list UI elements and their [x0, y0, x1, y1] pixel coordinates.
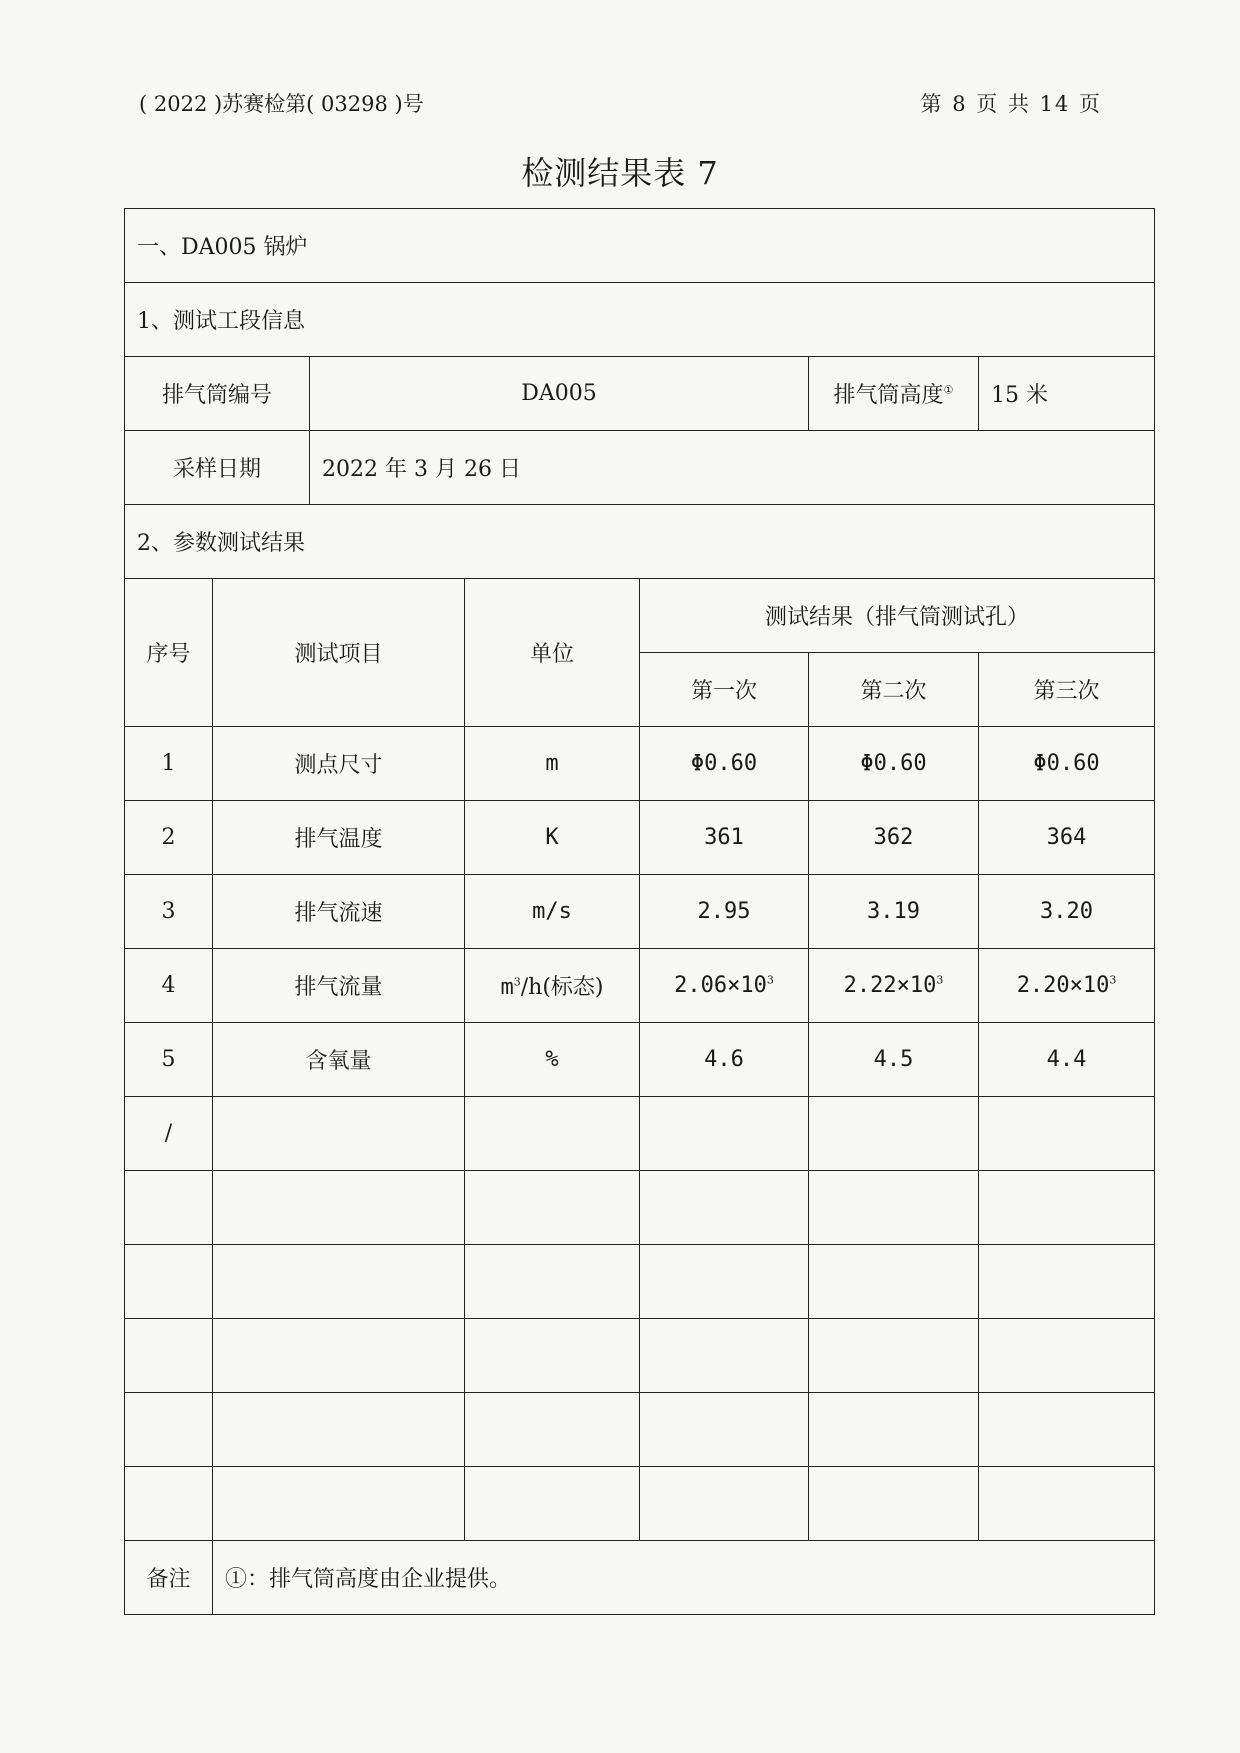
stack-no-value: DA005 — [310, 357, 809, 431]
empty-cell — [213, 1171, 465, 1245]
empty-cell — [213, 1467, 465, 1541]
empty-cell — [809, 1245, 979, 1319]
table-row — [125, 801, 1155, 875]
empty-cell — [465, 1393, 640, 1467]
empty-row — [125, 1245, 1155, 1319]
page-info: 第 8 页 共 14 页 — [920, 92, 1102, 116]
stack-height-value: 15 米 — [979, 357, 1155, 431]
empty-cell — [640, 1467, 809, 1541]
row-item: 含氧量 — [213, 1023, 465, 1097]
row-unit: m/s — [465, 875, 640, 949]
row-seq: 5 — [125, 1023, 213, 1097]
row-run3: 3.20 — [979, 875, 1155, 949]
empty-cell — [979, 1319, 1155, 1393]
row-unit: % — [465, 1023, 640, 1097]
col-header-run2: 第二次 — [809, 653, 979, 727]
table-row — [125, 949, 1155, 1023]
empty-cell — [125, 1171, 213, 1245]
row-run2 — [809, 1097, 979, 1171]
empty-row — [125, 1393, 1155, 1467]
col-header-result: 测试结果（排气筒测试孔） — [640, 579, 1155, 653]
stack-no-label: 排气筒编号 — [125, 357, 310, 431]
section-results-title: 2、参数测试结果 — [125, 505, 1155, 579]
remark-label: 备注 — [125, 1541, 213, 1615]
footnote-mark: ① — [943, 383, 954, 397]
row-unit: K — [465, 801, 640, 875]
empty-cell — [213, 1319, 465, 1393]
col-header-seq: 序号 — [125, 579, 213, 727]
empty-cell — [465, 1245, 640, 1319]
empty-cell — [125, 1319, 213, 1393]
empty-row — [125, 1319, 1155, 1393]
row-run1: Φ0.60 — [640, 727, 809, 801]
row-seq: 2 — [125, 801, 213, 875]
empty-cell — [125, 1245, 213, 1319]
empty-cell — [979, 1171, 1155, 1245]
row-item: 排气流速 — [213, 875, 465, 949]
row-run3: $2.20\times 10^3$ — [979, 949, 1155, 1023]
row-run1: 361 — [640, 801, 809, 875]
empty-cell — [125, 1393, 213, 1467]
results-table — [124, 208, 1155, 1615]
sample-date-label: 采样日期 — [125, 431, 310, 505]
empty-cell — [640, 1319, 809, 1393]
empty-cell — [213, 1393, 465, 1467]
empty-cell — [809, 1393, 979, 1467]
row-run2: 3.19 — [809, 875, 979, 949]
report-header — [139, 88, 1102, 118]
row-item — [213, 1097, 465, 1171]
section-info-title: 1、测试工段信息 — [125, 283, 1155, 357]
col-header-item: 测试项目 — [213, 579, 465, 727]
empty-row — [125, 1171, 1155, 1245]
empty-cell — [213, 1245, 465, 1319]
empty-cell — [465, 1467, 640, 1541]
empty-cell — [640, 1245, 809, 1319]
empty-cell — [465, 1319, 640, 1393]
empty-cell — [979, 1245, 1155, 1319]
row-run3: 4.4 — [979, 1023, 1155, 1097]
empty-cell — [809, 1319, 979, 1393]
row-seq: 1 — [125, 727, 213, 801]
empty-cell — [640, 1393, 809, 1467]
report-number: ( 2022 )苏赛检第( 03298 )号 — [139, 92, 424, 116]
row-run2: 362 — [809, 801, 979, 875]
row-item: 排气流量 — [213, 949, 465, 1023]
row-run1: 4.6 — [640, 1023, 809, 1097]
empty-cell — [640, 1171, 809, 1245]
empty-cell — [979, 1467, 1155, 1541]
table-row — [125, 1097, 1155, 1171]
row-run2: Φ0.60 — [809, 727, 979, 801]
row-run1: 2.95 — [640, 875, 809, 949]
col-header-unit: 单位 — [465, 579, 640, 727]
row-run3: Φ0.60 — [979, 727, 1155, 801]
table-row — [125, 875, 1155, 949]
empty-cell — [465, 1171, 640, 1245]
section-boiler-title: 一、DA005 锅炉 — [125, 209, 1155, 283]
table-row — [125, 727, 1155, 801]
page-title: 检测结果表 7 — [521, 154, 719, 192]
remark-text: ①：排气筒高度由企业提供。 — [213, 1541, 1155, 1615]
row-run2: 4.5 — [809, 1023, 979, 1097]
row-seq: / — [125, 1097, 213, 1171]
empty-cell — [125, 1467, 213, 1541]
empty-cell — [979, 1393, 1155, 1467]
stack-height-label: 排气筒高度① — [809, 357, 979, 431]
row-item: 测点尺寸 — [213, 727, 465, 801]
col-header-run1: 第一次 — [640, 653, 809, 727]
row-unit: m — [465, 727, 640, 801]
row-seq: 3 — [125, 875, 213, 949]
row-item: 排气温度 — [213, 801, 465, 875]
row-run1 — [640, 1097, 809, 1171]
row-run3: 364 — [979, 801, 1155, 875]
empty-cell — [809, 1171, 979, 1245]
row-run3 — [979, 1097, 1155, 1171]
row-seq: 4 — [125, 949, 213, 1023]
row-run2: $2.22\times 10^3$ — [809, 949, 979, 1023]
row-unit: $m^3/h$(标态) — [465, 949, 640, 1023]
row-run1: $2.06\times 10^3$ — [640, 949, 809, 1023]
empty-row — [125, 1467, 1155, 1541]
table-row — [125, 1023, 1155, 1097]
col-header-run3: 第三次 — [979, 653, 1155, 727]
row-unit — [465, 1097, 640, 1171]
sample-date-value: 2022 年 3 月 26 日 — [310, 431, 1155, 505]
empty-cell — [809, 1467, 979, 1541]
